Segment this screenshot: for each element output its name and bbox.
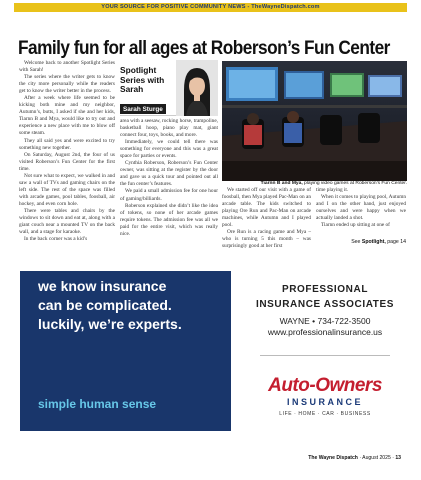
insurance-ad-left[interactable] — [20, 271, 231, 431]
auto-owners-tagline: LIFE · HOME · CAR · BUSINESS — [279, 411, 371, 417]
article-column-2 — [120, 118, 218, 238]
article-paragraph: Welcome back to another Spotlight Series with Sarah! — [19, 60, 115, 74]
ad-headline — [38, 277, 228, 334]
agency-name-line: PROFESSIONAL — [281, 284, 369, 295]
arcade-photo — [222, 61, 407, 181]
article-paragraph: On Saturday, August 2nd, the four of us visited Roberson’s Fun Center for the first time. — [19, 151, 115, 172]
article-paragraph: time playing it. — [316, 187, 349, 193]
article-column-3 — [222, 187, 311, 250]
spotlight-series-box — [120, 60, 218, 116]
article-paragraph: They all said yes and were excited to try something new together. — [19, 137, 115, 151]
insurance-ad-right[interactable] — [240, 271, 410, 431]
article-paragraph: We started off our visit with a game of foosball, then Mya played Pac-Man on an arcade table. The kids switched to playing Ore Run and Pac-Man on arcade machines, while Autumn and I played pool. — [222, 187, 311, 229]
page-number: 13 — [395, 455, 401, 461]
ad-divider — [260, 355, 390, 356]
top-banner-text: YOUR SOURCE FOR POSITIVE COMMUNITY NEWS - TheWayneDispatch.com — [101, 4, 320, 10]
caption-names: Tiarnn B and Mya, — [260, 181, 303, 186]
agency-phone: WAYNE • 734-722-3500 — [279, 316, 371, 326]
article-paragraph: area with a seesaw, rocking horse, trampoline, basketball hoop, piano play mat, giant connect four, toys, books, and more. — [120, 118, 218, 139]
article-paragraph: Immediately, we could tell there was something for everyone and this was a great space for parties or events. — [120, 139, 218, 160]
article-column-1 — [19, 60, 115, 243]
article-paragraph: When it comes to playing pool, Autumn and I on the other hand, just enjoyed ourselves and were happy when we actually landed a shot. — [316, 194, 406, 222]
auto-owners-logo: Auto-Owners — [268, 375, 382, 396]
article-paragraph: In the back corner was a kid’s — [24, 236, 88, 243]
article-paragraph: Roberson explained she didn’t like the idea of tokens, so none of her arcade games require tokens. The admission fee was all we paid for the entire visit, which was really nice. — [120, 202, 218, 237]
article-paragraph: Not sure what to expect, we walked in and saw a wall of TVs and gaming chairs on the left side. The rest of the space was filled with arcade games, pool tables, foosball, air hockey, and even corn hole. — [19, 172, 115, 207]
agency-name-line: INSURANCE ASSOCIATES — [255, 299, 395, 310]
ad-headline-line: can be complicated. — [38, 297, 172, 313]
jump-page: page 14 — [385, 239, 406, 245]
jump-name: Spotlight, — [361, 239, 386, 245]
ad-headline-line: luckily, we’re experts. — [38, 316, 182, 332]
continued-jump[interactable] — [316, 239, 406, 245]
author-portrait — [176, 60, 218, 116]
article-paragraph: Tiarnn ended up sitting at one of — [321, 222, 390, 229]
ad-headline-line: we know insurance — [38, 278, 167, 294]
footer-paper-name: The Wayne Dispatch — [308, 455, 358, 461]
agency-name — [240, 282, 410, 312]
ad-slogan: simple human sense — [38, 397, 157, 411]
article-paragraph: After a week where life seemed to be kicking both mine and my neighbor, Autumn’s, butts, I asked if she and her kids, Tiarnn B and Mya, would like to try out and experience a new place with me to blow off some steam. — [19, 95, 115, 137]
article-paragraph: Cynthia Roberson, Roberson’s Fun Center owner, was sitting at the register by the door and gave us a quick tour and pointed out all the fun center’s features. — [120, 160, 218, 188]
article-paragraph: We paid a small admission fee for one hour of gaming/billiards. — [120, 188, 218, 202]
page-footer — [280, 455, 401, 461]
caption-text: playing video games at Roberson’s Fun Center. — [302, 181, 407, 186]
article-paragraph: There were tables and chairs by the windows to sit down and eat at, along with a giant couch near a mounted TV on the back wall, and a stage for karaoke. — [19, 207, 115, 236]
article-column-4 — [316, 187, 406, 229]
footer-date: · August 2025 · — [357, 455, 396, 461]
top-banner — [14, 3, 407, 12]
article-paragraph: The series where the writer gets to know the city more personally while the readers get to know the writer better in the process. — [19, 74, 115, 95]
article-headline: Family fun for all ages at Roberson’s Fun Center — [18, 37, 390, 59]
agency-website[interactable]: www.professionalinsurance.us — [267, 327, 383, 337]
jump-prefix: See — [351, 239, 362, 245]
article-paragraph: Ore Run is a racing game and Mya – who is turning 5 this month – was surprisingly good at her first — [222, 229, 311, 250]
series-title: Spotlight Series with Sarah — [120, 65, 165, 94]
author-name: Sarah Sturge — [120, 104, 166, 114]
auto-owners-subtitle: INSURANCE — [286, 397, 363, 407]
